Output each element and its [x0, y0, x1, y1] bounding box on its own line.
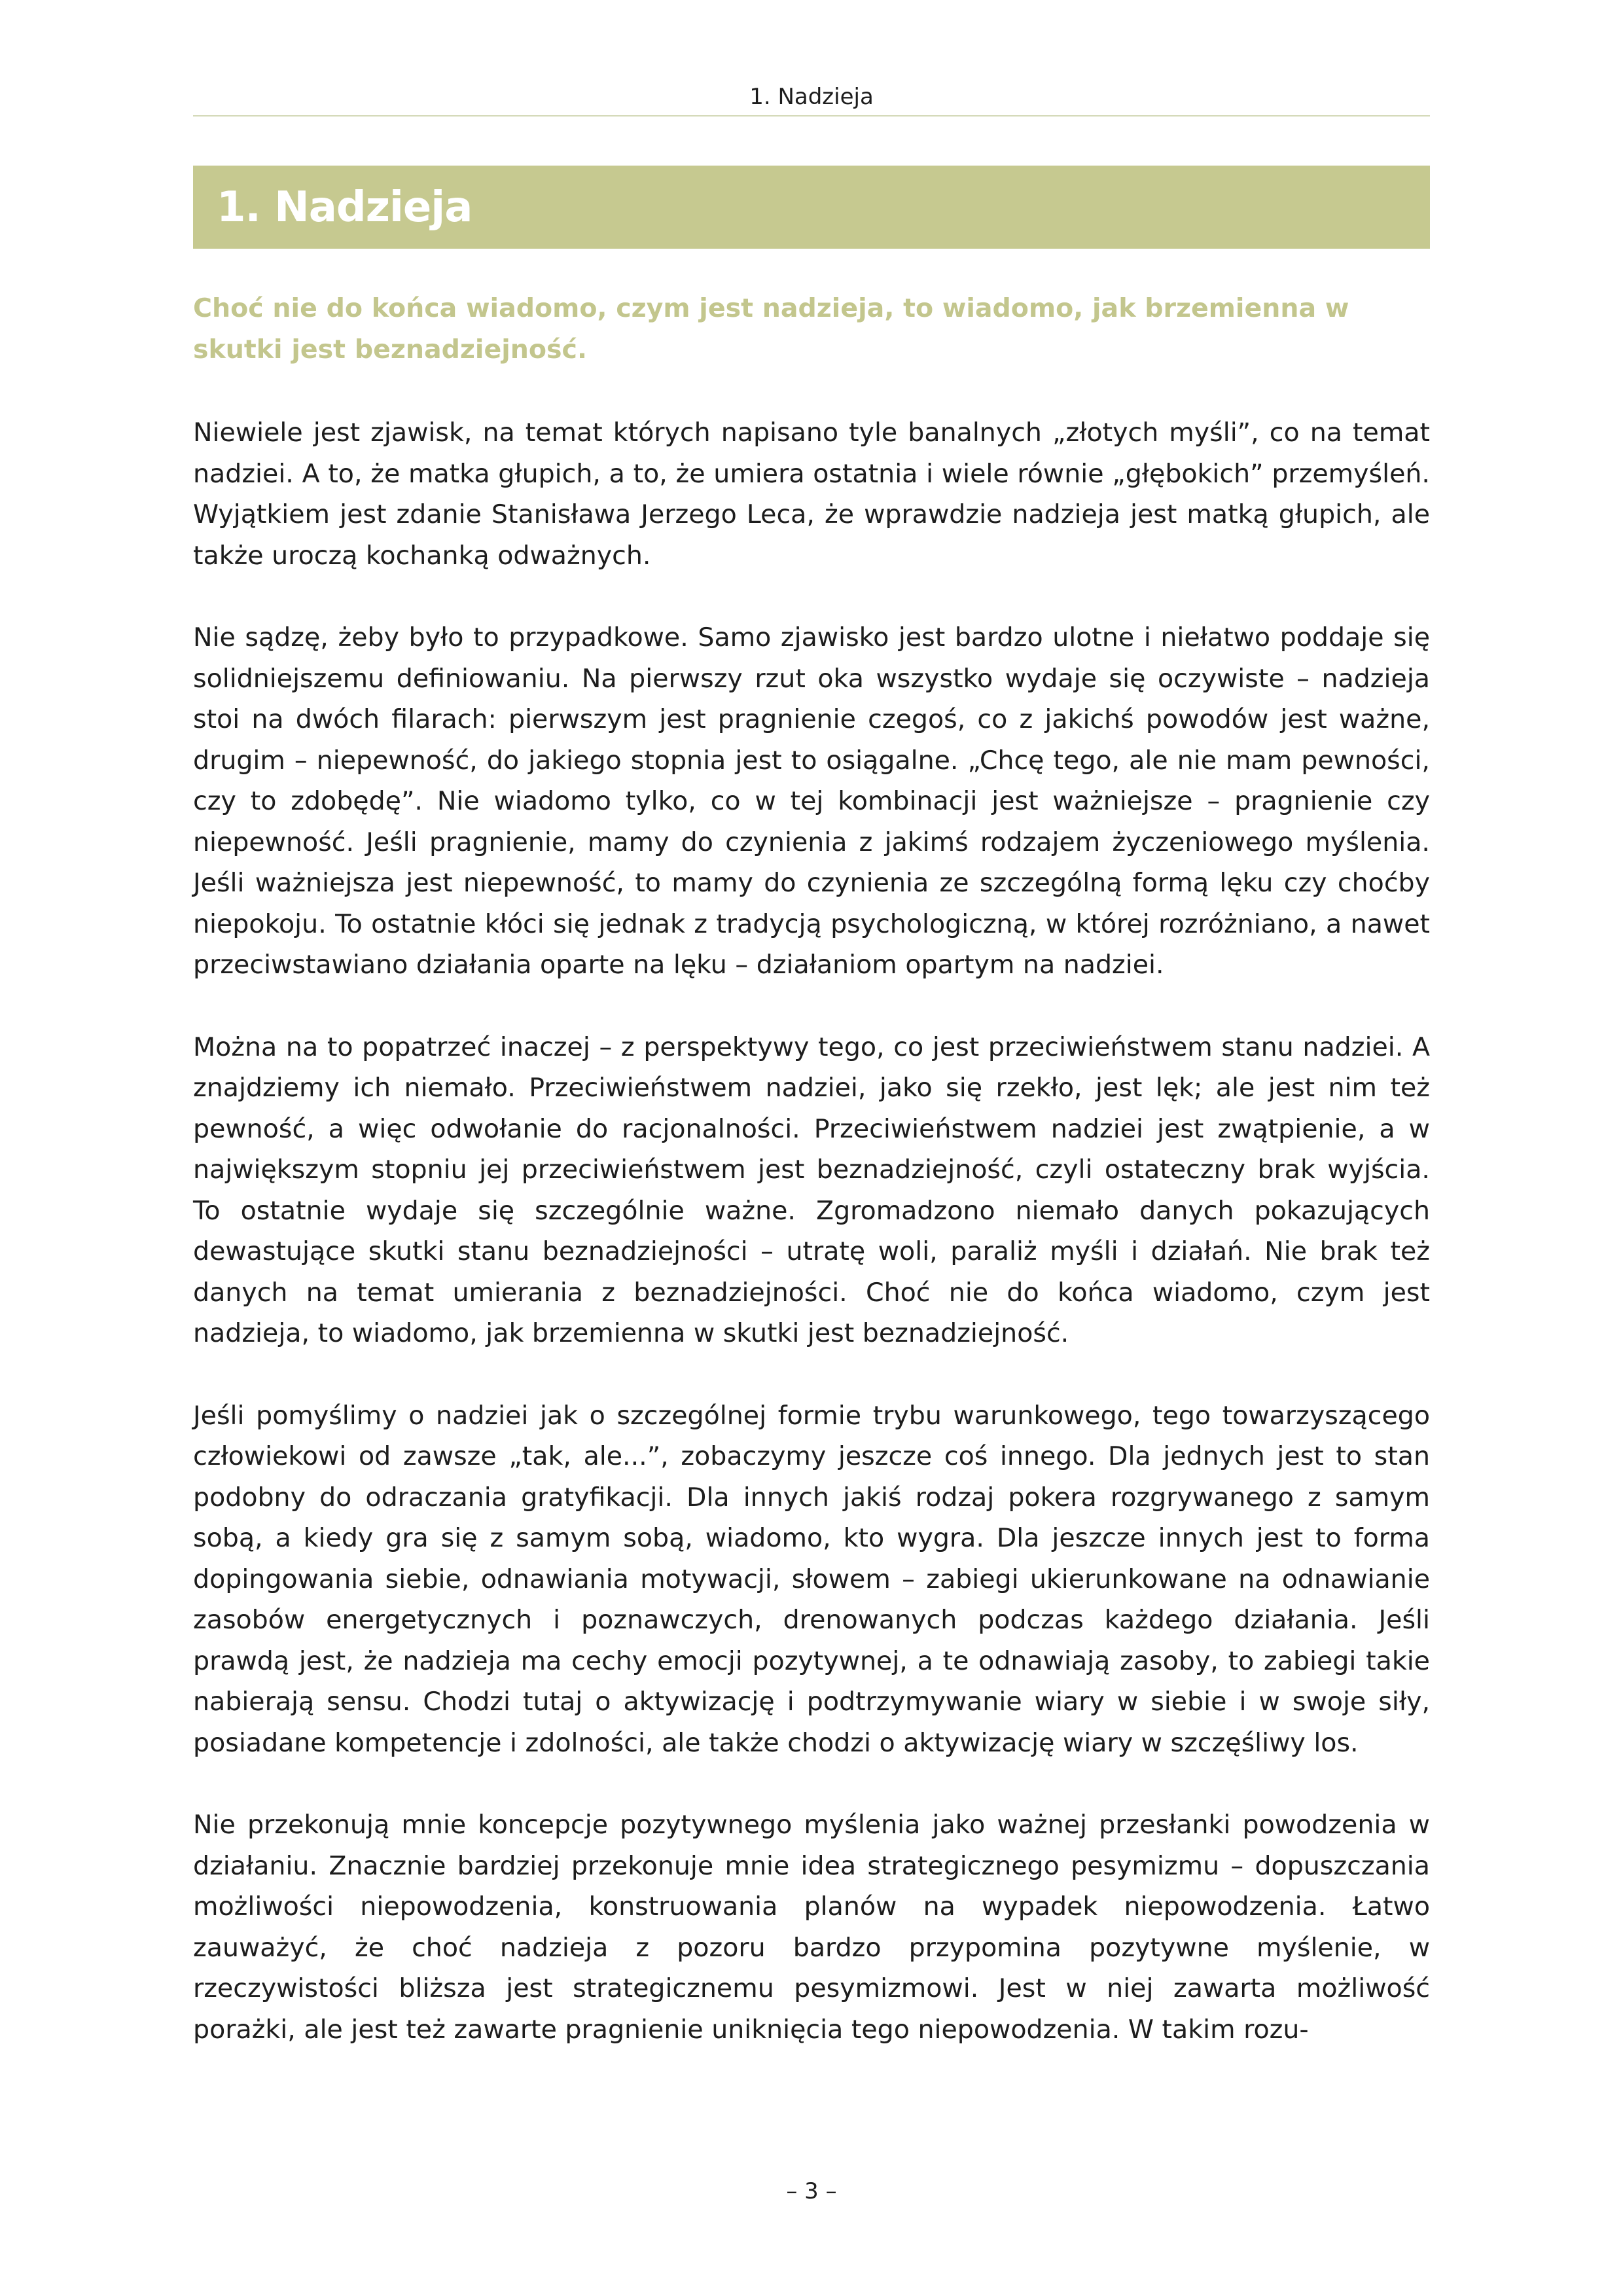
- page-number: – 3 –: [786, 2178, 837, 2204]
- paragraph-4: Jeśli pomyślimy o nadziei jak o szczególnej formie trybu warunkowego, tego towarzyszącego człowiekowi od zawsze „tak, ale...”, zobaczymy jeszcze coś innego. Dla jednych jest to stan podobny do odraczania gratyfikacji. Dla innych jakiś rodzaj pokera rozgrywanego z samym sobą, a kiedy gra się z samym sobą, wiadomo, kto wygra. Dla jeszcze innych jest to forma dopingowania siebie, odnawiania motywacji, słowem – zabiegi ukierunkowane na odnawianie zasobów energetycznych i poznawczych, drenowanych podczas każdego działania. Jeśli prawdą jest, że nadzieja ma cechy emocji pozytywnej, a te odnawiają zasoby, to zabiegi takie nabierają sensu. Chodzi tutaj o aktywizację i podtrzymywanie wiary w siebie i w swoje siły, posiadane kompetencje i zdolności, ale także chodzi o aktywizację wiary w szczęśliwy los.: [193, 1400, 1430, 1758]
- body-text: [193, 412, 1430, 2091]
- paragraph-3: Można na to popatrzeć inaczej – z perspektywy tego, co jest przeciwieństwem stanu nadziei. A znajdziemy ich niemało. Przeciwieństwem nadziei, jako się rzekło, jest lęk; ale jest nim też pewność, a więc odwołanie do racjonalności. Przeciwieństwem nadziei jest zwątpienie, a w największym stopniu jej przeciwieństwem jest beznadziejność, czyli ostateczny brak wyjścia. To ostatnie wydaje się szczególnie ważne. Zgromadzono niemało danych pokazujących dewastujące skutki stanu beznadziejności – utratę woli, paraliż myśli i działań. Nie brak też danych na temat umierania z beznadziejności. Choć nie do końca wiadomo, czym jest nadzieja, to wiadomo, jak brzemienna w skutki jest beznadziejność.: [193, 1031, 1430, 1348]
- running-header-title: 1. Nadzieja: [749, 84, 874, 110]
- running-header: [193, 79, 1430, 117]
- paragraph-2: Nie sądzę, żeby było to przypadkowe. Samo zjawisko jest bardzo ulotne i niełatwo poddaje się solidniejszemu definiowaniu. Na pierwszy rzut oka wszystko wydaje się oczywiste – nadzieja stoi na dwóch filarach: pierwszym jest pragnienie czegoś, co z jakichś powodów jest ważne, drugim – niepewność, do jakiego stopnia jest to osiągalne. „Chcę tego, ale nie mam pewności, czy to zdobędę”. Nie wiadomo tylko, co w tej kombinacji jest ważniejsze – pragnienie czy niepewność. Jeśli pragnienie, mamy do czynienia z jakimś rodzajem życzeniowego myślenia. Jeśli ważniejsza jest niepewność, to mamy do czynienia ze szczególną formą lęku czy choćby niepokoju. To ostatnie kłóci się jednak z tradycją psychologiczną, w której rozróżniano, a nawet przeciwstawiano działania oparte na lęku – działaniom opartym na nadziei.: [193, 622, 1430, 980]
- chapter-title: 1. Nadzieja: [217, 183, 473, 232]
- paragraph-5: Nie przekonują mnie koncepcje pozytywnego myślenia jako ważnej przesłanki powodzenia w działaniu. Znacznie bardziej przekonuje mnie idea strategicznego pesymizmu – dopuszczania możliwości niepowodzenia, konstruowania planów na wypadek niepowodzenia. Łatwo zauważyć, że choć nadzieja z pozoru bardzo przypomina pozytywne myślenie, w rzeczywistości bliższa jest strategicznemu pesymizmowi. Jest w niej zawarta możliwość porażki, ale jest też zawarte pragnienie uniknięcia tego niepowodzenia. W takim rozu-: [193, 1810, 1430, 2045]
- paragraph-1: Niewiele jest zjawisk, na temat których napisano tyle banalnych „złotych myśli”, co na temat nadziei. A to, że matka głupich, a to, że umiera ostatnia i wiele równie „głębokich” przemyśleń. Wyjątkiem jest zdanie Stanisława Jerzego Leca, że wprawdzie nadzieja jest matką głupich, ale także uroczą kochanką odważnych.: [193, 418, 1430, 571]
- chapter-lead: Choć nie do końca wiadomo, czym jest nadzieja, to wiadomo, jak brzemienna w skutki jest beznadziejność.: [193, 293, 1349, 365]
- chapter-banner: [193, 166, 1430, 249]
